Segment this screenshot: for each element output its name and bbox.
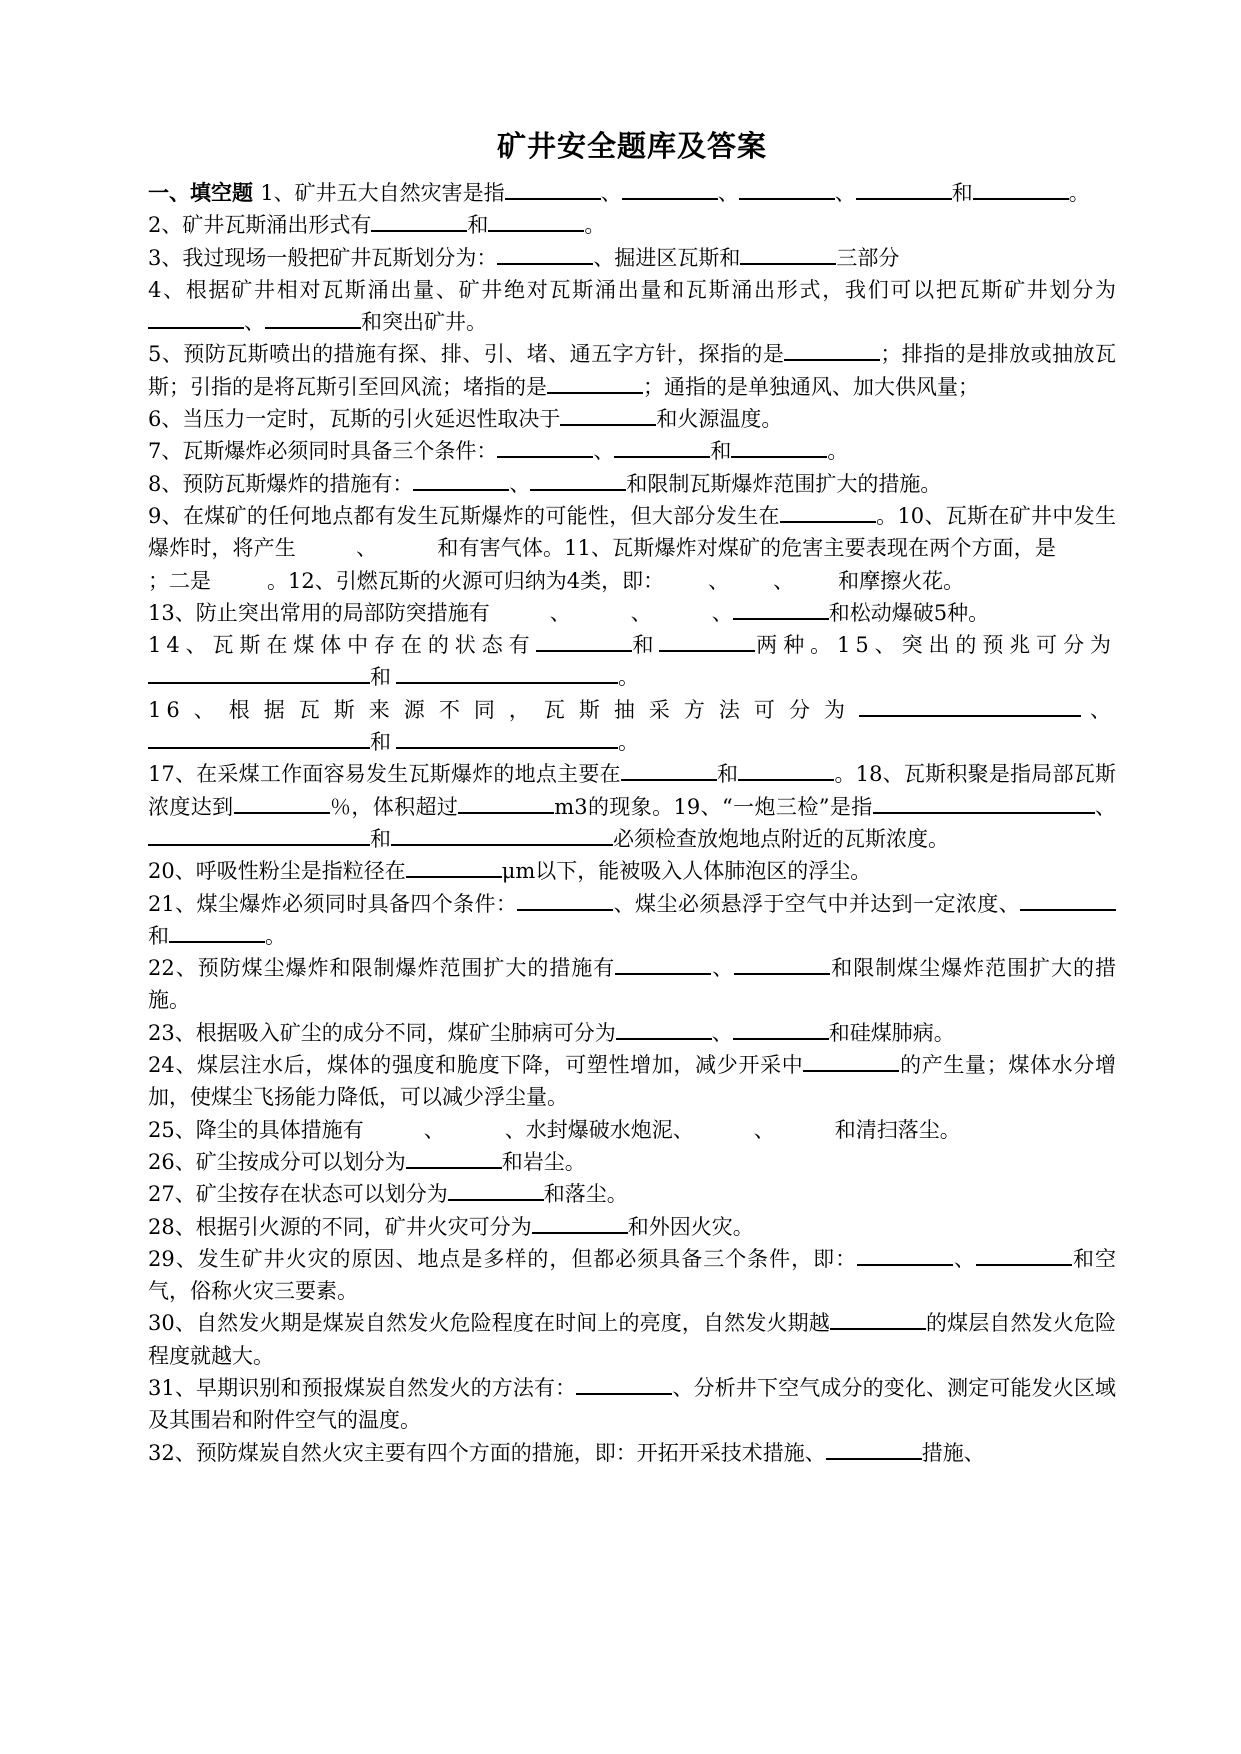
answer-blank bbox=[505, 178, 601, 200]
question-1 bbox=[148, 177, 1116, 209]
answer-blank bbox=[371, 210, 467, 232]
answer-blank bbox=[873, 792, 1095, 814]
question-text: 23、根据吸入矿尘的成分不同，煤矿尘肺病可分为 bbox=[148, 1020, 616, 1045]
question-text: 13、防止突出常用的局部防突措施有 bbox=[148, 600, 490, 625]
answer-blank bbox=[973, 178, 1069, 200]
question-text: 。 bbox=[827, 439, 849, 464]
answer-blank bbox=[148, 727, 370, 749]
answer-blank bbox=[784, 340, 880, 362]
answer-blank bbox=[1020, 889, 1116, 911]
question-13 bbox=[148, 758, 1116, 855]
answer-blank bbox=[856, 178, 952, 200]
answer-blank bbox=[780, 501, 876, 523]
question-text: 和清扫落尘。 bbox=[834, 1117, 961, 1142]
answer-blank bbox=[148, 307, 244, 329]
question-9 bbox=[148, 500, 1116, 597]
answer-blank bbox=[826, 1438, 922, 1460]
answer-blank bbox=[413, 469, 509, 491]
answer-blank bbox=[536, 630, 632, 652]
answer-blank bbox=[406, 1147, 502, 1169]
question-text: 、 bbox=[953, 1246, 977, 1271]
question-text: 。 bbox=[618, 665, 644, 690]
question-24 bbox=[148, 1307, 1116, 1372]
answer-blank bbox=[733, 598, 829, 620]
question-text: 和 bbox=[467, 213, 489, 238]
question-text: 和 bbox=[370, 730, 396, 755]
question-text: 、 bbox=[244, 310, 265, 335]
question-text: 、 bbox=[509, 471, 531, 496]
answer-blank bbox=[740, 243, 836, 265]
answer-blank bbox=[739, 178, 835, 200]
answer-blank bbox=[733, 1018, 829, 1040]
question-text: 和突出矿井。 bbox=[361, 310, 487, 335]
question-text: ；二是 bbox=[148, 568, 211, 593]
question-text: 、 bbox=[708, 568, 730, 593]
answer-blank bbox=[621, 759, 717, 781]
question-5 bbox=[148, 338, 1116, 403]
answer-blank bbox=[532, 1212, 628, 1234]
question-text: 和落尘。 bbox=[543, 1182, 628, 1207]
question-text: 2、矿井瓦斯涌出形式有 bbox=[148, 213, 372, 238]
question-text: 和岩尘。 bbox=[501, 1149, 586, 1174]
question-text: 、 bbox=[1080, 697, 1116, 722]
question-text: 1、矿井五大自然灾害是指 bbox=[260, 181, 505, 205]
question-text: 和限制瓦斯爆炸范围扩大的措施。 bbox=[626, 471, 942, 496]
question-text: 和松动爆破5种。 bbox=[828, 600, 990, 625]
question-text: 7、瓦斯爆炸必须同时具备三个条件： bbox=[148, 439, 498, 464]
answer-blank bbox=[731, 436, 827, 458]
question-text: 、 bbox=[773, 568, 795, 593]
document-page bbox=[148, 124, 1116, 1469]
question-text: 、水封爆破水炮泥、 bbox=[504, 1117, 694, 1142]
question-text: 和 bbox=[370, 665, 396, 690]
question-3 bbox=[148, 242, 1116, 274]
answer-blank bbox=[396, 663, 618, 685]
answer-blank bbox=[734, 953, 830, 975]
question-text: 。 bbox=[1068, 181, 1090, 205]
question-text: 31、早期识别和预报煤炭自然发火的方法有： bbox=[148, 1375, 577, 1400]
question-text: 和限制煤尘爆炸范围扩大的措施。 bbox=[148, 956, 1116, 1013]
question-6 bbox=[148, 403, 1116, 435]
answer-blank bbox=[560, 404, 656, 426]
question-text: 。10、瓦斯在矿井中发生爆炸时，将产生 bbox=[148, 503, 1116, 561]
document-title: 矿井安全题库及答案 bbox=[496, 129, 767, 163]
question-10 bbox=[148, 597, 1116, 629]
answer-blank bbox=[530, 469, 626, 491]
question-4 bbox=[148, 274, 1116, 339]
question-12 bbox=[148, 694, 1116, 759]
question-text: 29、发生矿井火灾的原因、地点是多样的，但都必须具备三个条件，即： bbox=[148, 1246, 858, 1271]
answer-blank bbox=[738, 759, 834, 781]
question-text: 、 bbox=[711, 600, 733, 625]
question-text: 、 bbox=[423, 1117, 445, 1142]
answer-blank bbox=[517, 889, 613, 911]
question-text: 和摩擦火花。 bbox=[838, 568, 965, 593]
answer-blank bbox=[391, 824, 613, 846]
question-text: 的产生量；煤体水分增加，使煤尘飞扬能力降低，可以减少浮尘量。 bbox=[148, 1053, 1116, 1110]
answer-blank bbox=[458, 792, 554, 814]
answer-blank bbox=[659, 630, 755, 652]
answer-blank bbox=[497, 436, 593, 458]
question-text: 24、煤层注水后，煤体的强度和脆度下降，可塑性增加，减少开采中 bbox=[148, 1053, 804, 1078]
question-text: 。18、瓦斯积聚是指局部瓦斯浓度达到 bbox=[148, 762, 1116, 819]
question-text: 14、瓦斯在煤体中存在的状态有 bbox=[148, 633, 536, 658]
answer-blank bbox=[576, 1373, 672, 1395]
question-text: 4、根据矿井相对瓦斯涌出量、矿井绝对瓦斯涌出量和瓦斯涌出形式，我们可以把瓦斯矿井划分为 bbox=[148, 277, 1116, 302]
question-text: m3的现象。19、“一炮三检”是指 bbox=[554, 794, 873, 819]
answer-blank bbox=[857, 1244, 953, 1266]
answer-blank bbox=[859, 695, 1081, 717]
question-text: 、 bbox=[711, 956, 735, 981]
question-text: 、掘进区瓦斯和 bbox=[593, 245, 741, 270]
answer-blank bbox=[396, 727, 618, 749]
question-text: 和 bbox=[951, 181, 973, 205]
question-text: 。 bbox=[584, 213, 606, 238]
question-text: 27、矿尘按存在状态可以划分为 bbox=[148, 1182, 448, 1207]
question-text: 、煤尘必须悬浮于空气中并达到一定浓度、 bbox=[613, 891, 1020, 916]
question-text: 和 bbox=[631, 633, 660, 658]
question-text: 3、我过现场一般把矿井瓦斯划分为： bbox=[148, 245, 498, 270]
question-2 bbox=[148, 209, 1116, 241]
question-text: 和外因火灾。 bbox=[627, 1214, 754, 1239]
question-text: 和有害气体。11、瓦斯爆炸对煤矿的危害主要表现在两个方面，是 bbox=[437, 536, 1057, 561]
answer-blank bbox=[169, 921, 265, 943]
question-text: 9、在煤矿的任何地点都有发生瓦斯爆炸的可能性，但大部分发生在 bbox=[148, 503, 780, 528]
question-7 bbox=[148, 435, 1116, 467]
answer-blank bbox=[148, 824, 370, 846]
question-23 bbox=[148, 1243, 1116, 1308]
question-17 bbox=[148, 1017, 1116, 1049]
answer-blank bbox=[830, 1308, 926, 1330]
question-text: 和空气，俗称火灾三要素。 bbox=[148, 1246, 1117, 1304]
section-label: 一、填空题 bbox=[148, 181, 261, 205]
question-text: 26、矿尘按成分可以划分为 bbox=[148, 1149, 406, 1174]
answer-blank bbox=[448, 1179, 544, 1201]
answer-blank bbox=[616, 1018, 712, 1040]
question-text: 8、预防瓦斯爆炸的措施有： bbox=[148, 471, 414, 496]
question-text: 、 bbox=[1094, 794, 1117, 819]
question-text: 22、预防煤尘爆炸和限制爆炸范围扩大的措施有 bbox=[148, 956, 616, 981]
question-text: 、分析井下空气成分的变化、测定可能发火区域及其围岩和附件空气的温度。 bbox=[148, 1375, 1116, 1433]
question-text: 、 bbox=[753, 1117, 775, 1142]
question-25 bbox=[148, 1372, 1116, 1437]
answer-blank bbox=[406, 856, 502, 878]
question-text: ；通指的是单独通风、加大供风量； bbox=[643, 374, 979, 399]
question-text: 和 bbox=[716, 762, 739, 787]
question-list bbox=[148, 177, 1116, 1469]
question-text: 和 bbox=[370, 826, 391, 851]
answer-blank bbox=[976, 1244, 1072, 1266]
question-26 bbox=[148, 1437, 1116, 1469]
question-text: 和 bbox=[710, 439, 732, 464]
question-text: 、 bbox=[600, 181, 622, 205]
question-text: 三部分 bbox=[836, 245, 900, 270]
question-text: 、 bbox=[630, 600, 652, 625]
question-text: 28、根据引火源的不同，矿井火灾可分为 bbox=[148, 1214, 532, 1239]
question-text: 32、预防煤炭自然火灾主要有四个方面的措施，即：开拓开采技术措施、 bbox=[148, 1440, 826, 1465]
question-text: 措施、 bbox=[921, 1440, 985, 1465]
answer-blank bbox=[234, 792, 330, 814]
question-text: ；排指的是排放或抽放瓦斯；引指的是将瓦斯引至回风流；堵指的是 bbox=[148, 342, 1117, 399]
question-text: 、 bbox=[711, 1020, 733, 1045]
question-text: 、 bbox=[834, 181, 856, 205]
question-text: 21、煤尘爆炸必须同时具备四个条件： bbox=[148, 891, 518, 916]
question-14 bbox=[148, 855, 1116, 887]
answer-blank bbox=[622, 178, 718, 200]
question-20 bbox=[148, 1146, 1116, 1178]
question-8 bbox=[148, 468, 1116, 500]
question-text: 。 bbox=[618, 730, 644, 755]
question-text: 25、降尘的具体措施有 bbox=[148, 1117, 364, 1142]
question-16 bbox=[148, 952, 1116, 1017]
question-text: 的煤层自然发火危险程度就越大。 bbox=[148, 1311, 1116, 1368]
question-text: 。 bbox=[265, 923, 286, 948]
question-text: 20、呼吸性粉尘是指粒径在 bbox=[148, 859, 406, 884]
question-text: 30、自然发火期是煤炭自然发火危险程度在时间上的亮度，自然发火期越 bbox=[148, 1311, 830, 1336]
question-15 bbox=[148, 888, 1116, 953]
answer-blank bbox=[614, 436, 710, 458]
question-text: 必须检查放炮地点附近的瓦斯浓度。 bbox=[613, 826, 949, 851]
question-text: 17、在采煤工作面容易发生瓦斯爆炸的地点主要在 bbox=[148, 762, 621, 787]
question-text: μm以下，能被吸入人体肺泡区的浮尘。 bbox=[501, 859, 872, 884]
answer-blank bbox=[803, 1050, 899, 1072]
answer-blank bbox=[615, 953, 711, 975]
answer-blank bbox=[547, 372, 643, 394]
question-text: 6、当压力一定时，瓦斯的引火延迟性取决于 bbox=[148, 407, 561, 432]
question-text: 和硅煤肺病。 bbox=[828, 1020, 955, 1045]
question-19 bbox=[148, 1114, 1116, 1146]
question-11 bbox=[148, 629, 1116, 694]
question-text: 、 bbox=[549, 600, 571, 625]
answer-blank bbox=[265, 307, 361, 329]
question-text: 和 bbox=[148, 923, 169, 948]
answer-blank bbox=[148, 663, 370, 685]
question-text: 两种。15、突出的预兆可分为 bbox=[755, 633, 1116, 658]
answer-blank bbox=[497, 243, 593, 265]
question-18 bbox=[148, 1049, 1116, 1114]
question-22 bbox=[148, 1211, 1116, 1243]
question-text: 和火源温度。 bbox=[656, 407, 783, 432]
question-text: 、 bbox=[593, 439, 615, 464]
question-text: 、 bbox=[717, 181, 739, 205]
question-21 bbox=[148, 1178, 1116, 1210]
question-text: 、 bbox=[355, 536, 378, 561]
question-text: 16、根据瓦斯来源不同，瓦斯抽采方法可分为 bbox=[148, 697, 859, 722]
question-text: ％，体积超过 bbox=[329, 794, 459, 819]
question-text: 5、预防瓦斯喷出的措施有探、排、引、堵、通五字方针，探指的是 bbox=[148, 342, 785, 367]
answer-blank bbox=[488, 210, 584, 232]
question-text: 。12、引燃瓦斯的火源可归纳为4类，即： bbox=[267, 568, 665, 593]
